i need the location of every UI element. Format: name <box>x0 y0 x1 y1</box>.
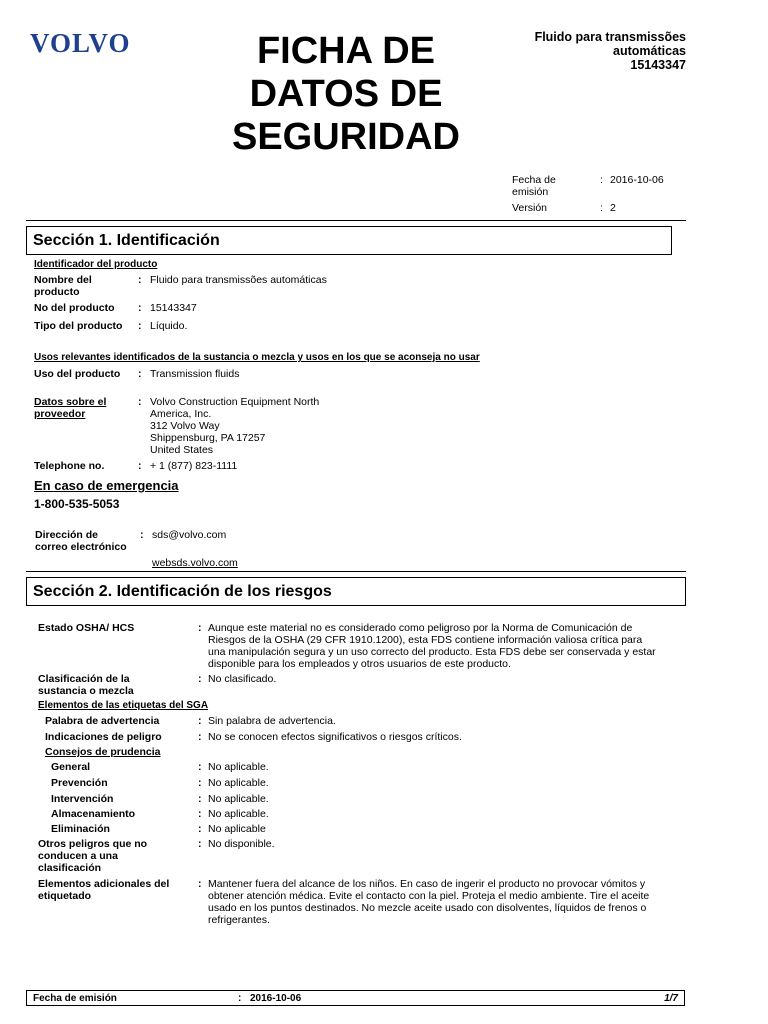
precaution-label: General <box>51 761 91 773</box>
version-label: Versión <box>512 202 548 214</box>
label-line: conducen a una <box>38 850 118 862</box>
precaution-value: No aplicable. <box>208 777 269 789</box>
product-name-row <box>34 274 674 300</box>
classification-value: No clasificado. <box>208 673 277 685</box>
precaution-label: Prevención <box>51 777 108 789</box>
product-no-value: 15143347 <box>150 302 197 314</box>
precaution-row <box>38 823 678 835</box>
colon: : <box>238 993 242 1004</box>
text-line: usado en los puntos destinados. No mezcle aceite usado con disolventes, líquidos de frenos o <box>208 902 647 914</box>
document-title <box>226 30 466 159</box>
colon: : <box>198 622 202 634</box>
text-line: disponible para los empleados y otros usuarios de este producto. <box>208 658 511 670</box>
other-hazards-label <box>38 838 147 874</box>
colon: : <box>138 460 142 472</box>
precaution-row <box>38 793 678 805</box>
telephone-value: + 1 (877) 823-1111 <box>150 460 238 472</box>
signal-word-row <box>38 715 678 727</box>
precaution-value: No aplicable. <box>208 793 269 805</box>
label-line: Nombre del <box>34 274 92 286</box>
signal-word-value: Sin palabra de advertencia. <box>208 715 336 727</box>
header-product-code: 15143347 <box>630 58 686 72</box>
precaution-label: Intervención <box>51 793 114 805</box>
text-line: Aunque este material no es considerado como peligroso por la Norma de Comunicación de <box>208 622 633 634</box>
hazard-row <box>38 731 678 743</box>
other-hazards-value: No disponible. <box>208 838 275 850</box>
telephone-label: Telephone no. <box>34 460 105 472</box>
supplemental-text <box>208 878 678 926</box>
precaution-heading: Consejos de prudencia <box>45 746 161 758</box>
colon: : <box>138 320 142 332</box>
uses-heading: Usos relevantes identificados de la sustancia o mezcla y usos en los que se aconseja no usar <box>34 352 480 363</box>
hazard-value: No se conocen efectos significativos o riesgos críticos. <box>208 731 462 743</box>
classification-label <box>38 673 134 697</box>
product-no-label: No del producto <box>34 302 115 314</box>
label-line: producto <box>34 286 80 298</box>
supplemental-label <box>38 878 169 902</box>
text-line: obtener atención médica. Evite el contacto con la piel. Proteja el medio ambiente. Tire el aceite <box>208 890 650 902</box>
colon: : <box>138 302 142 314</box>
precaution-row <box>38 761 678 773</box>
colon: : <box>198 823 202 835</box>
text-line: Mantener fuera del alcance de los niños. En caso de ingerir el producto no provocar vómitos y <box>208 878 646 890</box>
colon: : <box>198 731 202 743</box>
supplier-label <box>34 396 106 420</box>
colon: : <box>198 715 202 727</box>
title-line: FICHA DE <box>256 30 436 72</box>
section-2-title: Sección 2. Identificación de los riesgos <box>26 577 686 606</box>
product-type-row <box>34 320 674 332</box>
product-use-row <box>34 368 674 380</box>
supplier-row <box>34 396 674 456</box>
colon: : <box>138 368 142 380</box>
precaution-row <box>38 777 678 789</box>
colon: : <box>138 274 142 286</box>
divider <box>26 571 686 572</box>
colon: : <box>198 808 202 820</box>
label-line: Otros peligros que no <box>38 838 148 850</box>
precaution-value: No aplicable. <box>208 761 269 773</box>
footer-issue-value: 2016-10-06 <box>250 993 302 1004</box>
label-line: Elementos adicionales del <box>38 878 170 890</box>
precaution-label: Almacenamiento <box>51 808 136 820</box>
precaution-value: No aplicable. <box>208 808 269 820</box>
website-link[interactable]: websds.volvo.com <box>152 557 238 569</box>
precaution-label: Eliminación <box>51 823 110 835</box>
emergency-heading: En caso de emergencia <box>34 478 179 493</box>
footer-issue-label: Fecha de emisión <box>33 993 117 1004</box>
version-value: 2 <box>610 202 616 214</box>
address-line: America, Inc. <box>150 408 212 420</box>
colon: : <box>198 777 202 789</box>
ghs-heading: Elementos de las etiquetas del SGA <box>38 700 209 711</box>
divider <box>26 220 686 221</box>
label-line: etiquetado <box>38 890 92 902</box>
other-hazards-row <box>38 838 678 876</box>
product-identifier-heading: Identificador del producto <box>34 259 158 270</box>
telephone-row <box>34 460 674 472</box>
address-line: United States <box>150 444 214 456</box>
signal-word-label: Palabra de advertencia <box>45 715 160 727</box>
colon: : <box>198 673 202 685</box>
supplemental-row <box>38 878 678 928</box>
header-product-name-line: Fluido para transmissões <box>534 30 686 44</box>
label-line: Clasificación de la <box>38 673 130 685</box>
email-value[interactable]: sds@volvo.com <box>152 529 227 541</box>
label-line: sustancia o mezcla <box>38 685 134 697</box>
osha-label: Estado OSHA/ HCS <box>38 622 135 634</box>
header-product <box>466 30 686 72</box>
colon: : <box>140 529 144 541</box>
address-line: Shippensburg, PA 17257 <box>150 432 266 444</box>
product-type-label: Tipo del producto <box>34 320 123 332</box>
colon: : <box>138 396 142 408</box>
colon: : <box>198 761 202 773</box>
text-line: Riesgos de la OSHA (29 CFR 1910.1200), esta FDS contiene información valiosa crítica para <box>208 634 643 646</box>
issue-date-value: 2016-10-06 <box>610 174 664 186</box>
issue-date-label <box>512 174 597 198</box>
product-type-value: Líquido. <box>150 320 188 332</box>
issue-date-label-line: Fecha de <box>512 174 556 186</box>
supplier-address <box>150 396 319 456</box>
text-line: refrigerantes. <box>208 914 270 926</box>
header-product-name-line: automáticas <box>613 44 686 58</box>
section-1-title: Sección 1. Identificación <box>26 226 672 255</box>
title-line: DATOS DE <box>249 73 443 115</box>
label-line: correo electrónico <box>35 541 127 553</box>
label-line: proveedor <box>34 408 86 420</box>
label-line: Datos sobre el <box>34 396 107 408</box>
precaution-value: No aplicable <box>208 823 266 835</box>
colon: : <box>198 838 202 850</box>
volvo-logo: VOLVO <box>30 28 131 58</box>
product-use-value: Transmission fluids <box>150 368 240 380</box>
colon: : <box>198 793 202 805</box>
colon: : <box>600 202 603 214</box>
product-no-row <box>34 302 674 314</box>
hazard-label: Indicaciones de peligro <box>45 731 162 743</box>
address-line: Volvo Construction Equipment North <box>150 396 320 408</box>
product-name-label <box>34 274 92 298</box>
emergency-phone: 1-800-535-5053 <box>34 497 120 511</box>
page-number: 1/7 <box>664 993 678 1004</box>
product-use-label: Uso del producto <box>34 368 121 380</box>
issue-date-label-line: emisión <box>512 186 549 198</box>
email-row <box>35 529 675 555</box>
osha-row <box>38 622 678 672</box>
address-line: 312 Volvo Way <box>150 420 220 432</box>
colon: : <box>198 878 202 890</box>
issue-date-row <box>512 174 692 200</box>
label-line: Dirección de <box>35 529 99 541</box>
classification-row <box>38 673 678 699</box>
label-line: clasificación <box>38 862 102 874</box>
text-line: una manipulación segura y un uso correcto del producto. Esta FDS debe ser conservada y estar <box>208 646 656 658</box>
email-label <box>35 529 127 553</box>
colon: : <box>600 174 603 186</box>
osha-text <box>208 622 678 670</box>
product-name-value: Fluido para transmissões automáticas <box>150 274 327 286</box>
version-row <box>512 202 692 214</box>
page-footer <box>26 990 685 1006</box>
precaution-row <box>38 808 678 820</box>
title-line: SEGURIDAD <box>231 116 461 158</box>
